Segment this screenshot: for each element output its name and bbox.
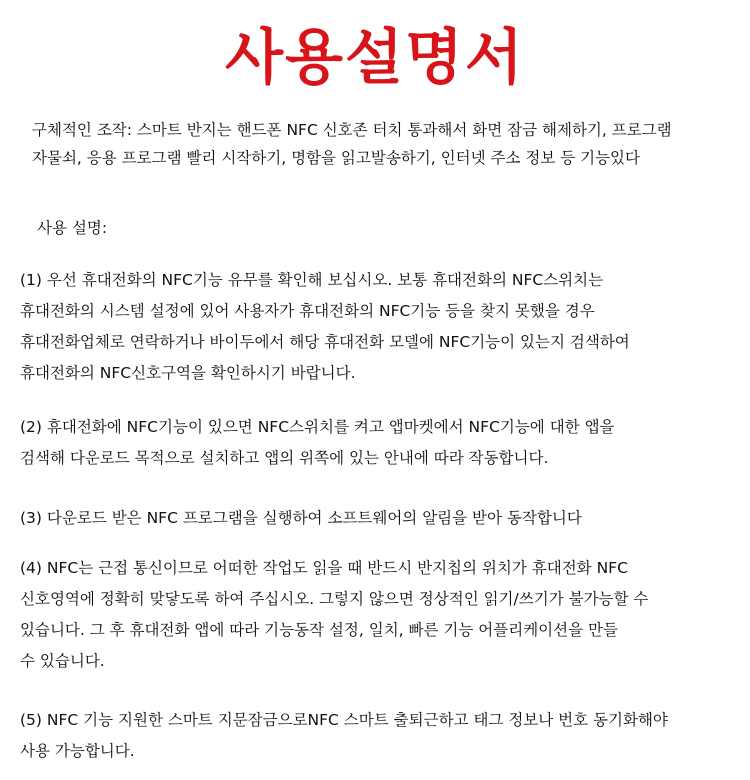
paragraph-line: (4) NFC는 근접 통신이므로 어떠한 작업도 읽을 때 반드시 반지칩의 위치가 휴대전화 NFC — [20, 559, 628, 577]
paragraph-line: (3) 다운로드 받은 NFC 프로그램을 실행하여 소프트웨어의 알림을 받아 동작합니다 — [20, 509, 582, 527]
document-title: 사용설명서 — [225, 23, 525, 93]
paragraph-line: 휴대전화의 NFC신호구역을 확인하시기 바랍니다. — [20, 364, 356, 382]
usage-heading: 사용 설명: — [37, 219, 108, 237]
paragraph-line: (2) 휴대전화에 NFC기능이 있으면 NFC스위치를 켜고 앱마켓에서 NFC기능에 대한 앱을 — [20, 418, 615, 436]
paragraph-line: 휴대전화업체로 연락하거나 바이두에서 해당 휴대전화 모델에 NFC기능이 있는지 검색하여 — [20, 333, 630, 351]
paragraph-line: 사용 가능합니다. — [20, 742, 135, 760]
instruction-paragraph-3 — [20, 503, 746, 534]
paragraph-line: 있습니다. 그 후 휴대전화 앱에 따라 기능동작 설정, 일치, 빠른 기능 어플리케이션을 만들 — [20, 621, 618, 639]
paragraph-line: 휴대전화의 시스템 설정에 있어 사용자가 휴대전화의 NFC기능 등을 찾지 못했을 경우 — [20, 302, 595, 320]
paragraph-line: 수 있습니다. — [20, 652, 105, 670]
paragraph-line: 검색해 다운로드 목적으로 설치하고 앱의 위쪽에 있는 안내에 따라 작동합니다. — [20, 449, 549, 467]
instruction-paragraph-5 — [20, 705, 746, 767]
paragraph-line: (1) 우선 휴대전화의 NFC기능 유무를 확인해 보십시오. 보통 휴대전화의 NFC스위치는 — [20, 271, 604, 289]
paragraph-line: (5) NFC 기능 지원한 스마트 지문잠금으로NFC 스마트 출퇴근하고 태그 정보나 번호 동기화해야 — [20, 711, 668, 729]
intro-line-2: 자물쇠, 응용 프로그램 빨리 시작하기, 명함을 읽고발송하기, 인터넷 주소 정보 등 기능있다 — [32, 149, 641, 167]
instruction-paragraph-4 — [20, 553, 746, 677]
intro-line-1: 구체적인 조작: 스마트 반지는 핸드폰 NFC 신호존 터치 통과해서 화면 잠금 해제하기, 프로그램 — [32, 121, 672, 139]
paragraph-line: 신호영역에 정확히 맞닿도록 하여 주십시오. 그렇지 않으면 정상적인 읽기/쓰기가 불가능할 수 — [20, 590, 649, 608]
instruction-paragraph-2 — [20, 412, 746, 474]
intro-text — [32, 116, 744, 172]
instruction-paragraph-1 — [20, 265, 746, 389]
